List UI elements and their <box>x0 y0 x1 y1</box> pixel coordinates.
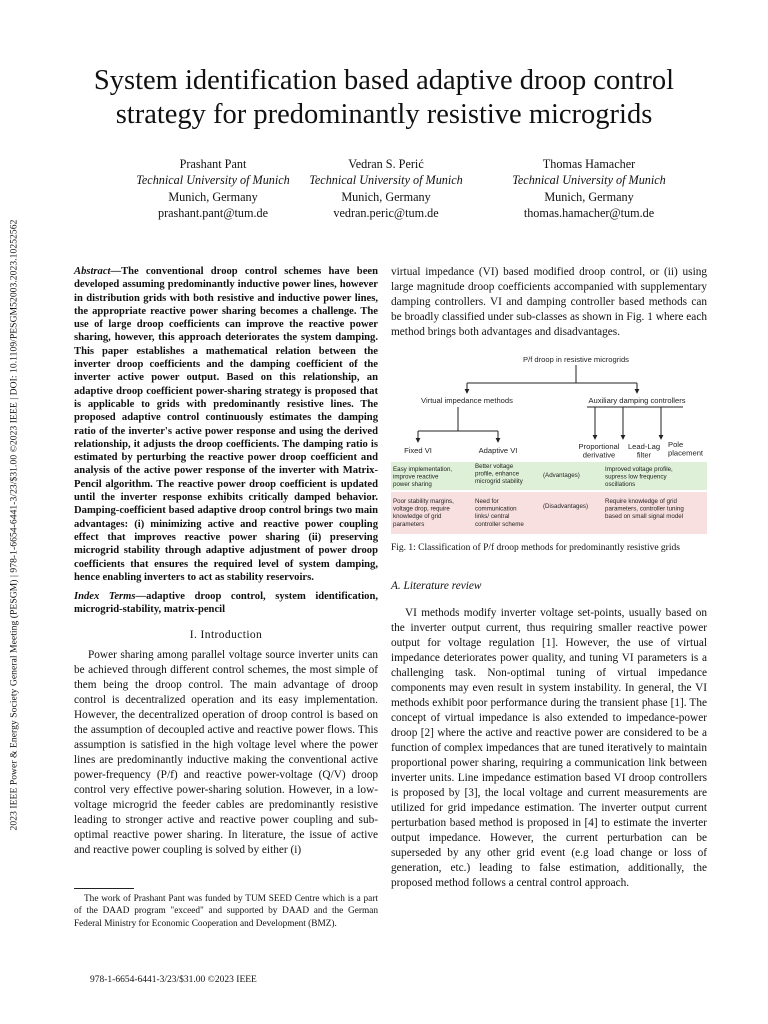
author-name: Vedran S. Perić <box>348 157 424 171</box>
classification-diagram <box>391 353 707 535</box>
author-affiliation: Technical University of Munich <box>512 173 666 188</box>
pole-placement-node: Pole placement <box>668 440 704 458</box>
fixed-vi-node: Fixed VI <box>404 446 432 455</box>
index-terms <box>74 590 378 617</box>
figure-caption: Fig. 1: Classification of P/f droop methods for predominantly resistive grids <box>391 543 680 553</box>
author-email[interactable]: prashant.pant@tum.de <box>157 205 269 220</box>
index-terms-text: —adaptive droop control, system identification, microgrid-stability, matrix-pencil <box>74 591 378 616</box>
lead-lag-node: Lead-Lag filter <box>627 442 661 460</box>
dis-adaptive: Need for communication links/ central controller scheme <box>475 498 524 528</box>
diagram-svg <box>391 353 707 535</box>
author-email[interactable]: vedran.peric@tum.de <box>333 205 439 220</box>
abstract-label: Abstract <box>74 266 111 277</box>
section-heading: I. Introduction <box>189 629 263 641</box>
author-location: Munich, Germany <box>341 189 431 204</box>
damping-controllers-node: Auxiliary damping controllers <box>588 396 686 405</box>
right-column-intro: virtual impedance (VI) based modified droop control, or (ii) using large magnitude droop coefficients accompanied with supplementary damping controllers. VI and damping controller based methods can be broadly classified under sub-classes as shown in Fig. 1 where each method brings both advantages and disadvantages. <box>391 266 707 338</box>
dis-damping: Require knowledge of grid parameters, controller tuning based on small signal model <box>605 498 684 521</box>
literature-review-text: VI methods modify inverter voltage set-points, usually based on the inverter output current, thus requiring smaller reactive power output for voltage regulation [1]. However, the use of virtual impedance deteriorates power quality, and tuning VI parameters is a challenging task. Non-optimal tuning of virtual impedance components may even result in system instability. In general, the VI methods exhibit poor performance during the transient phase [1]. The concept of virtual impedance is also extended to impedance-power droop [2] where the active and reactive power are considered to be a function of complex impedances that are tuned iteratively to maintain proportional power sharing, requiring a communication link between inverter units. Line impedance estimation based VI droop controllers is proposed by [3], the local voltage and current measurements are utilized for grid impedance estimation. The inverter output current perturbation based method is proposed in [4] to estimate the inverter output impedance. However, the current perturbation can be superseded by any other grid event (e.g load change or loss of generation, etc.) leading to false estimation, additionally, the proposed method follows a central control approach. <box>391 607 707 889</box>
author-2 <box>281 156 491 221</box>
vi-methods-node: Virtual impedance methods <box>421 396 513 405</box>
abstract-text: —The conventional droop control schemes have been developed assuming predominantly inductive power lines, however in distribution grids with both resistive and inductive power lines, the appropriate reactive power sharing becomes a challenge. The use of large droop coefficients can improve the reactive power sharing, however, this approach deteriorates the system damping. This paper establishes a mathematical relation between the inverter droop coefficients and the damping coefficient of the inverter active power output. Based on this relationship, an adaptive droop coefficient power-sharing strategy is proposed that is applicable to grids with predominantly resistive lines. The proposed adaptive control continuously estimates the damping ratio of the inverter's active power response and using the derived relationship, it adjusts the droop coefficients. The damping ratio is estimated by perturbing the reactive power droop coefficient and analysis of the active power response of the inverter with Matrix-Pencil algorithm. The reactive power droop coefficient is updated until the inverter response exhibits critically damped behavior. Damping-coefficient based adaptive droop control brings two main advantages: (i) minimizing active and reactive power coupling effect that improves reactive power sharing (ii) preserving microgrid stability through adaptive adjustment of power droop coefficients that ensures the required level of system damping, hence enabling inverters to act as stability reservoirs. <box>74 266 378 583</box>
author-location: Munich, Germany <box>544 189 634 204</box>
adv-label: (Advantages) <box>543 472 580 479</box>
subsection-heading: A. Literature review <box>391 580 482 592</box>
author-name: Thomas Hamacher <box>542 157 636 171</box>
abstract <box>74 265 378 584</box>
copyright-line: 978-1-6654-6441-3/23/$31.00 ©2023 IEEE <box>90 975 257 985</box>
adv-fixed: Easy implementation, improve reactive power sharing <box>393 466 453 489</box>
author-email[interactable]: thomas.hamacher@tum.de <box>523 205 655 220</box>
author-affiliation: Technical University of Munich <box>136 173 290 188</box>
adaptive-vi-node: Adaptive VI <box>478 446 518 455</box>
adv-damping: Improved voltage profile, supress low frequency oscillations <box>605 466 673 489</box>
author-affiliation: Technical University of Munich <box>309 173 463 188</box>
disadv-label: (Disadvantages) <box>543 503 589 510</box>
doi-sidebar <box>6 180 22 870</box>
adv-adaptive: Better voltage profile, enhance microgrid stability <box>475 463 523 486</box>
footnote: The work of Prashant Pant was funded by TUM SEED Centre which is a part of the DAAD program "exceed" and supported by DAAD and the German Federal Ministry for Economic Cooperation and Development (BMZ). <box>74 894 378 929</box>
paper-title: System identification based adaptive droop control strategy for predominantly resistive microgrids <box>93 65 675 130</box>
root-node: P/f droop in resistive microgrids <box>523 355 629 364</box>
author-name: Prashant Pant <box>179 157 247 171</box>
prop-derivative-node: Proportional derivative <box>578 442 620 460</box>
index-terms-label: Index Terms <box>74 591 136 602</box>
sidebar-text: 2023 IEEE Power & Energy Society General Meeting (PESGM) | 978-1-6654-6441-3/23/$31.00 ©2023 IEEE | DOI: 10.1109/PESGM52003.2023.10252562 <box>8 219 20 831</box>
author-location: Munich, Germany <box>168 189 258 204</box>
author-3 <box>484 156 694 221</box>
footnote-rule <box>74 888 134 889</box>
dis-fixed: Poor stability margins, voltage drop, require knowledge of grid parameters <box>393 498 454 528</box>
introduction-text: Power sharing among parallel voltage source inverter units can be achieved through different control schemes, the most simple of them being the droop control. The main advantage of droop control is decentralized operation and its easy implementation. However, the decentralized operation of droop control is based on the assumption of decoupled active and reactive power flows. This assumption is satisfied in the high voltage level where the power lines are predominantly inductive making the conventional active power-frequency (P/f) and reactive power-voltage (Q/V) droop control very effective power-sharing solution. However, in a low-voltage microgrid the feeder cables are predominantly resistive leading to stronger active and reactive power coupling and sub-optimal reactive power sharing. In literature, the issue of active and reactive power coupling is solved by either (i) <box>74 649 378 856</box>
